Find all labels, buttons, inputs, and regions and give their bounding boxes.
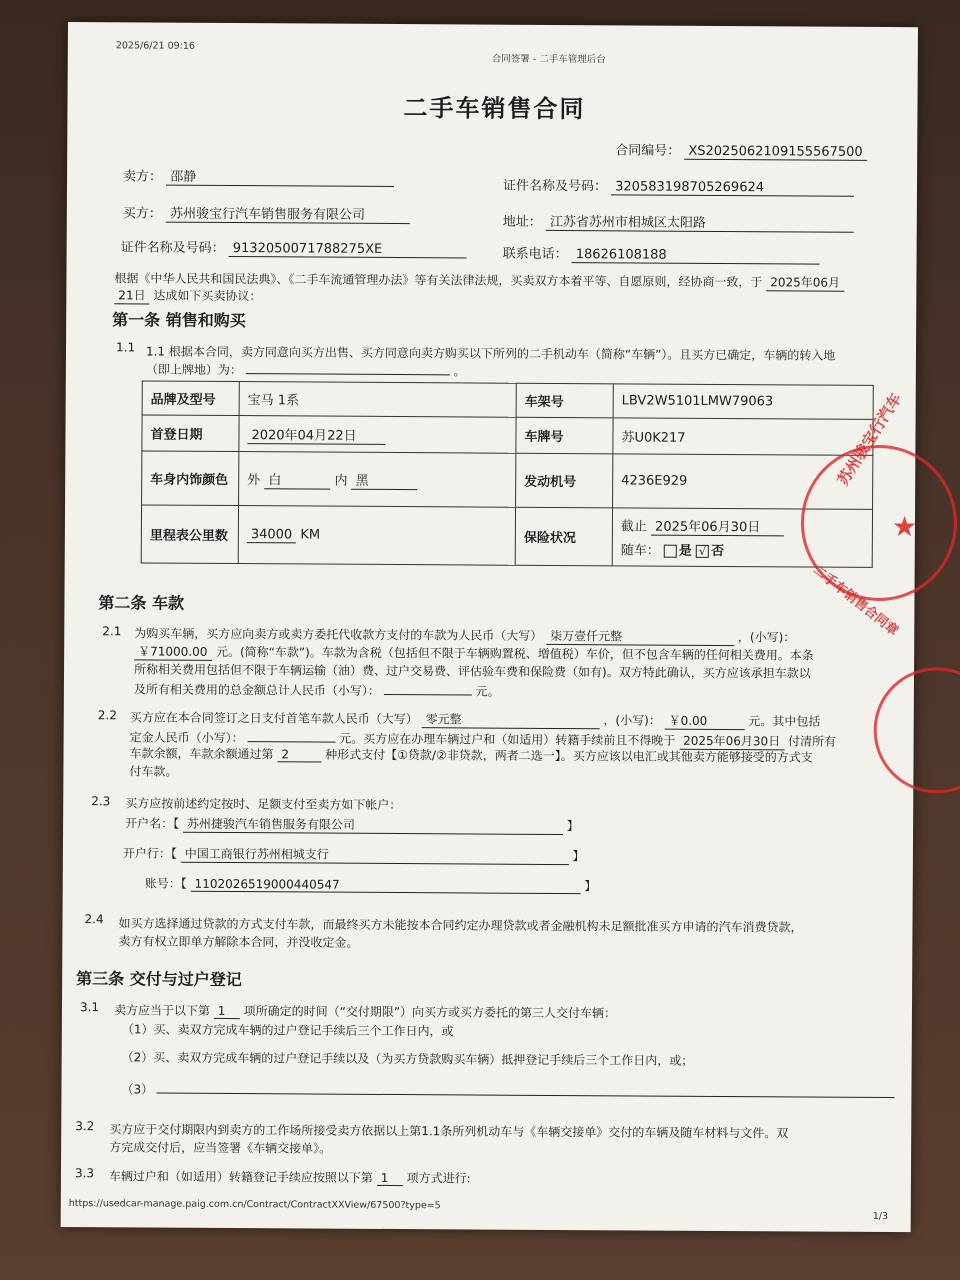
company-seal-partial [873, 667, 960, 794]
insurance-until: 2025年06月30日 [651, 516, 784, 537]
account-name-bracket: 】 [566, 819, 579, 834]
seller-id: 320583198705269624 [611, 179, 854, 196]
delivery-option-1: （1）买、卖双方完成车辆的过户登记手续后三个工作日内，或 [121, 1022, 454, 1039]
art-3-1-num: 3.1 [79, 1000, 100, 1015]
seal-text-bottom: 二手车销售合同章 [809, 562, 901, 640]
mileage-unit: KM [300, 526, 321, 543]
seal-star-icon: ★ [891, 510, 918, 544]
inner-label: 内 [334, 473, 348, 489]
phone-label: 联系电话： [502, 246, 568, 263]
p31-a: 卖方应当于以下第 [113, 1003, 211, 1018]
art-3-2-num: 3.2 [75, 1119, 95, 1134]
transfer-option: 1 [377, 1171, 403, 1186]
seller-id-row [503, 175, 854, 197]
article-2-title: 第二条 车款 [98, 593, 185, 613]
buyer-row [123, 202, 410, 224]
first-reg-cell [239, 416, 516, 454]
art-2-4-line2: 卖方有权立即单方解除本合同，并没收定金。 [118, 934, 359, 950]
delivery-option: 1 [214, 1004, 240, 1019]
p21-e: 及所有相关费用的总金额总计人民币（小写）： [133, 682, 380, 698]
seller-label: 卖方： [123, 169, 163, 185]
deposit-amount [247, 727, 335, 743]
address-row [503, 211, 854, 233]
art-2-4-num: 2.4 [84, 912, 104, 927]
art-2-3-num: 2.3 [91, 794, 111, 809]
first-reg-label: 首登日期 [142, 415, 239, 452]
brand-label: 品牌及型号 [142, 381, 239, 416]
buyer-id-label: 证件名称及号码： [120, 240, 225, 256]
delivery-option-3-blank [157, 1079, 895, 1099]
p22-g: 车款余额，车款余额通过第 [129, 746, 274, 762]
yes-label: 是 [678, 543, 692, 559]
article-1-num: 1.1 [115, 340, 136, 355]
account-bank-bracket: 】 [572, 849, 585, 864]
p33-b: 项方式进行: [406, 1171, 471, 1186]
price-in-words: 柒万壹仟元整 [546, 627, 734, 646]
account-bank-row [123, 844, 585, 865]
buyer-id-row [121, 236, 467, 258]
art-2-2-num: 2.2 [97, 708, 117, 723]
p22-a: 买方应在本合同签订之日支付首笔车款人民币（大写） [129, 710, 418, 727]
p31-b: 项所确定的时间（“交付期限”）向买方或买方委托的第三人交付车辆： [243, 1004, 617, 1021]
window-title: 合同签署 - 二手车管理后台 [491, 53, 606, 66]
art-3-1-line [114, 1001, 616, 1021]
p22-f: 付清所有 [788, 734, 837, 749]
intro-text-2: 达成如下买卖协议： [153, 288, 262, 304]
account-name-row [125, 814, 579, 835]
p21-a: 为购买车辆，买方应向卖方或卖方委托代收款方支付的车款为人民币（大写） [134, 626, 543, 643]
article-3-title: 第三条 交付与过户登记 [76, 969, 242, 990]
account-no-label: 账号：【 [144, 876, 187, 891]
color-label: 车身内饰颜色 [142, 451, 239, 506]
buyer-label: 买方： [122, 206, 162, 222]
price-amount: ￥71000.00 [134, 642, 212, 660]
account-no-bracket: 】 [584, 879, 597, 894]
footer-url: https://usedcar-manage.paig.com.cn/Contract/ContractXXView/67500?type=5 [68, 1198, 441, 1212]
inner-color: 黑 [352, 469, 418, 489]
p22-d: 定金人民币（小写）： [129, 730, 244, 746]
p22-e: 元。买方应在办理车辆过户和（如适用）转籍手续前且不得晚于 [339, 731, 676, 748]
art-2-2-line4: 付车款。 [129, 764, 178, 779]
buyer-name: 苏州骏宝行汽车销售服务有限公司 [166, 203, 410, 224]
yes-checkbox[interactable] [664, 545, 677, 558]
insurance-until-label: 截止 [620, 519, 647, 535]
art-2-1-line3: 所称相关费用包括但不限于车辆运输（油）费、过户交易费、评估验车费和保险费（如有)。双方特此确认，买方应该承担车款以 [134, 662, 811, 681]
contract-no-row [615, 139, 867, 161]
p33-a: 车辆过户和（如适用）转籍登记手续应按照以下第 [108, 1169, 374, 1185]
seller-name: 邵静 [166, 166, 394, 187]
article-1-text1: 1.1 根据本合同，卖方同意向买方出售、买方同意向卖方购买以下所列的二手机动车（简称“车辆”）。且买方已确定，车辆的转入地 [145, 344, 836, 363]
outer-label: 外 [247, 472, 261, 488]
art-3-3-num: 3.3 [74, 1166, 95, 1181]
phone-row [503, 243, 820, 265]
first-reg: 2020年04月22日 [247, 424, 385, 445]
brand: 宝马 1系 [239, 382, 516, 418]
no-checkbox-checked[interactable]: √ [696, 545, 709, 558]
contract-title: 二手车销售合同 [403, 94, 586, 124]
delivery-option-3-row [121, 1078, 895, 1102]
plate: 苏U0K217 [613, 418, 873, 456]
address: 江苏省苏州市相城区太阳路 [546, 211, 854, 233]
p21-f: 元。 [475, 684, 500, 699]
vin-label: 车架号 [516, 383, 613, 418]
account-bank: 中国工商银行苏州相城支行 [181, 845, 569, 865]
account-bank-label: 开户行：【 [122, 846, 177, 861]
mileage-label: 里程表公里数 [141, 505, 238, 564]
address-label: 地址： [502, 214, 542, 230]
plate-label: 车牌号 [516, 417, 613, 454]
seller-row [123, 165, 394, 187]
p21-c: 元。(简称“车款”)。车款为含税（包括但不限于车辆购置税、增值税）车价，但不包含车辆的任何相关费用。本条 [215, 644, 814, 663]
final-payment-date: 2025年06月30日 [679, 732, 784, 751]
p21-b: ，(小写)： [737, 630, 796, 645]
total-amount [384, 680, 472, 696]
art-3-3-line [109, 1167, 471, 1186]
engine-label: 发动机号 [516, 453, 613, 508]
delivery-option-3: （3） [121, 1082, 154, 1097]
art-2-4-line1: 如买方选择通过贷款的方式支付车款，而最终买方未能按本合同约定办理贷款或者金融机构未足额批准买方申请的汽车消费贷款， [118, 916, 803, 935]
seal-text-top: 苏州骏宝行汽车 [833, 390, 906, 489]
payment-method: 2 [277, 747, 321, 762]
art-2-1-num: 2.1 [102, 624, 122, 639]
vehicle-table [141, 380, 874, 567]
down-payment-amount: ￥0.00 [665, 712, 745, 730]
p22-b: ，(小写)： [603, 713, 661, 728]
company-seal [800, 390, 957, 640]
with-car-label: 随车： [620, 543, 660, 559]
print-datetime: 2025/6/21 09:16 [115, 40, 195, 52]
art-3-2-line2: 方完成交付后，应当签署《车辆交接单》。 [109, 1140, 332, 1156]
article-1-text2: （即上牌地）为： [145, 362, 242, 378]
mileage: 34000 [247, 527, 296, 543]
contract-no: XS2025062109155567500 [684, 144, 867, 161]
color-cell [239, 452, 516, 508]
art-2-3-text: 买方应按前述约定按时、足额支付至卖方如下帐户： [125, 796, 402, 813]
outer-color: 白 [264, 469, 330, 489]
phone: 18626108188 [572, 247, 820, 265]
account-name: 苏州捷骏汽车销售服务有限公司 [183, 815, 563, 835]
engine: 4236E929 [613, 454, 873, 510]
agreement-date-part2: 21日 [114, 286, 149, 304]
intro-text: 根据《中华人民共和国民法典》、《二手车流通管理办法》等有关法律法规，买卖双方本着平等、自愿原则，经协商一致，于 [114, 271, 763, 290]
seller-id-label: 证件名称及号码： [502, 178, 608, 195]
contract-no-label: 合同编号： [615, 143, 681, 159]
vin: LBV2W5101LMW79063 [613, 384, 873, 420]
account-no-row [145, 874, 597, 894]
intro-line2 [114, 286, 261, 305]
p22-c: 元。其中包括 [748, 714, 821, 729]
mileage-cell [238, 506, 515, 566]
footer-page: 1/3 [872, 1210, 889, 1223]
art-3-2-line1: 买方应于交付期限内到卖方的工作场所接受卖方依据以上第1.1条所列机动车与《车辆交接单》交付的车辆及随车材料与文件。双 [109, 1122, 789, 1141]
article-1-text2-row [146, 358, 466, 379]
art-2-1-line4 [134, 678, 500, 699]
contract-page [61, 22, 918, 1232]
buyer-id: 9132050071788275XE [229, 241, 467, 258]
art-2-2-line3 [129, 744, 812, 765]
account-name-label: 开户名：【 [125, 816, 180, 831]
registration-place [246, 359, 450, 375]
p22-h: 种形式支付【①贷款/②非贷款，两者二选一】。买方应该以电汇或其他卖方能够接受的方式支 [325, 747, 813, 765]
delivery-option-2: （2）买、卖双方完成车辆的过户登记手续以及（为买方贷款购买车辆）抵押登记手续后三个工作日内，或； [121, 1050, 694, 1068]
account-no: 1102026519000440547 [191, 877, 581, 894]
article-1-text2-end: 。 [453, 364, 466, 379]
insurance-label: 保险状况 [515, 507, 612, 566]
agreement-date-part1: 2025年06月 [766, 273, 844, 291]
article-1-title: 第一条 销售和购买 [112, 310, 246, 331]
down-payment-words: 零元整 [422, 710, 600, 729]
no-label: 否 [711, 543, 725, 560]
